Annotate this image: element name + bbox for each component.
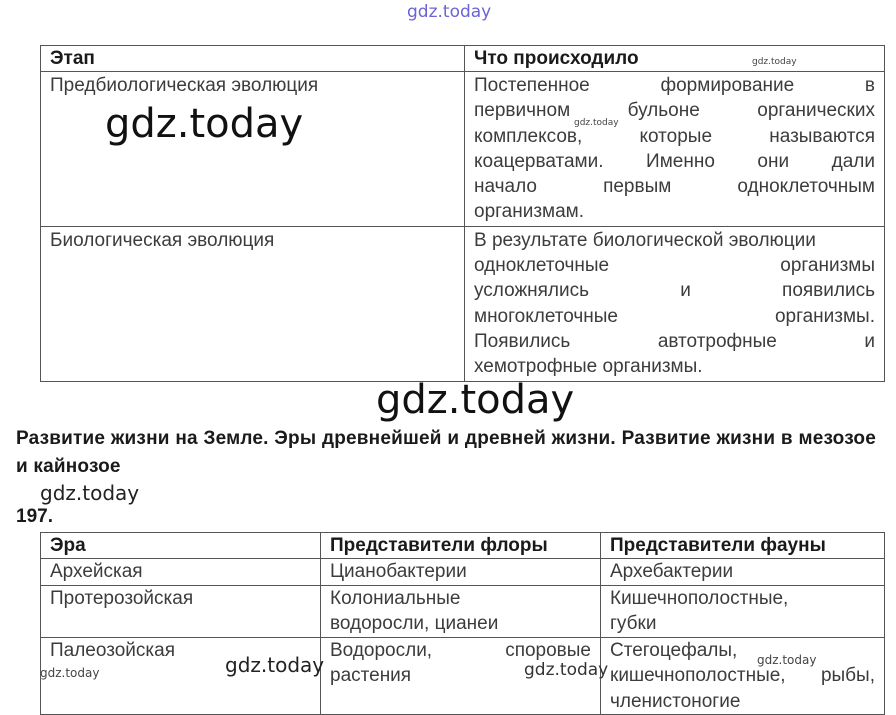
word: появились xyxy=(782,280,875,302)
text-line xyxy=(474,278,875,303)
table-row xyxy=(41,637,885,715)
text-line xyxy=(474,329,875,354)
word: усложнялись xyxy=(474,280,590,302)
word: Именно xyxy=(646,150,715,172)
word: начало xyxy=(474,176,537,198)
column-header-events: Что происходило xyxy=(465,46,885,72)
text-line xyxy=(474,98,875,123)
word: бульоне xyxy=(627,100,700,122)
table-header-row xyxy=(41,46,885,72)
word: дали xyxy=(831,150,875,172)
word: которые xyxy=(639,125,713,147)
watermark-small: gdz.today xyxy=(752,57,797,67)
word: одноклеточные xyxy=(474,255,610,277)
watermark-large: gdz.today xyxy=(376,377,575,423)
word: первым xyxy=(603,176,672,198)
word: многоклеточные xyxy=(474,305,619,327)
evolution-stages-table xyxy=(40,45,885,382)
word: они xyxy=(757,150,790,172)
word: кишечнополостные, xyxy=(610,665,786,686)
text-line xyxy=(474,304,875,329)
watermark-small: gdz.today xyxy=(574,118,619,128)
watermark-medium: gdz.today xyxy=(225,653,325,677)
word: называются xyxy=(769,125,875,147)
text-line xyxy=(610,559,875,585)
era-cell: Архейская xyxy=(41,559,321,586)
flora-cell xyxy=(321,559,601,586)
era-cell: Протерозойская xyxy=(41,585,321,637)
word: одноклеточным xyxy=(737,176,875,198)
column-header-stage: Этап xyxy=(41,46,465,72)
table-row xyxy=(41,226,885,381)
text-line xyxy=(474,354,875,379)
text-line xyxy=(474,253,875,278)
word: Появились xyxy=(474,330,571,352)
flora-cell xyxy=(321,585,601,637)
table-row xyxy=(41,72,885,227)
text-line xyxy=(330,611,591,637)
text-line xyxy=(474,124,875,149)
fauna-cell xyxy=(601,585,885,637)
word: В результате биологической эволюции xyxy=(474,229,816,251)
word: формирование xyxy=(660,75,795,96)
text-line xyxy=(330,586,591,612)
word: и xyxy=(680,280,691,302)
text-line xyxy=(474,228,875,253)
text-line xyxy=(610,663,875,689)
word: в xyxy=(864,75,875,96)
word: организмы xyxy=(780,255,875,277)
text-line xyxy=(610,611,875,637)
word: Кишечнополостные, xyxy=(610,587,789,609)
text-line xyxy=(474,73,875,98)
text-line xyxy=(610,586,875,612)
geologic-eras-table xyxy=(40,532,885,715)
word: Постепенное xyxy=(474,75,590,96)
watermark-small: gdz.today xyxy=(40,666,100,680)
word: Стегоцефалы, xyxy=(610,639,738,661)
era-cell: Палеозойская xyxy=(41,637,321,715)
word: растения xyxy=(330,665,412,686)
watermark-small: gdz.today xyxy=(524,660,609,680)
word: коацерватами. xyxy=(474,150,604,172)
word: Колониальные xyxy=(330,587,461,609)
word: Водоросли, xyxy=(330,639,433,661)
text-line xyxy=(610,689,875,715)
watermark-large: gdz.today xyxy=(105,101,304,147)
word: рыбы, xyxy=(820,665,875,686)
stage-cell: Биологическая эволюция xyxy=(41,226,465,381)
text-line xyxy=(474,199,875,224)
text-line xyxy=(610,638,875,667)
table-header-row xyxy=(41,533,885,559)
word: Архебактерии xyxy=(610,561,734,582)
word: автотрофные xyxy=(657,330,777,352)
text-line xyxy=(474,149,875,174)
word: организмам. xyxy=(474,201,585,223)
fauna-cell xyxy=(601,637,885,715)
column-header-fauna: Представители фауны xyxy=(601,533,885,559)
word: Цианобактерии xyxy=(330,561,467,582)
task-number: 197. xyxy=(16,506,53,527)
column-header-flora: Представители флоры xyxy=(321,533,601,559)
description-cell xyxy=(465,226,885,381)
word: членистоногие xyxy=(610,690,741,712)
watermark-medium: gdz.today xyxy=(40,481,140,505)
stage-cell: Предбиологическая эволюция xyxy=(41,72,465,227)
description-cell xyxy=(465,72,885,227)
text-line xyxy=(474,174,875,199)
section-title: Развитие жизни на Земле. Эры древнейшей и древней жизни. Развитие жизни в мезозое и кайнозое xyxy=(16,428,876,477)
word: хемотрофные организмы. xyxy=(474,356,703,378)
word: организмы. xyxy=(774,305,875,327)
word: водоросли, цианеи xyxy=(330,613,499,634)
watermark-small: gdz.today xyxy=(757,653,817,667)
word: губки xyxy=(610,613,657,634)
word: и xyxy=(864,330,875,352)
fauna-cell xyxy=(601,559,885,586)
watermark-top: gdz.today xyxy=(407,2,492,22)
column-header-era: Эра xyxy=(41,533,321,559)
table-row xyxy=(41,559,885,586)
table-row xyxy=(41,585,885,637)
text-line xyxy=(330,559,591,585)
word: органических xyxy=(757,100,875,122)
word: комплексов, xyxy=(474,125,583,147)
word: первичном xyxy=(474,100,571,122)
word: споровые xyxy=(505,639,591,661)
